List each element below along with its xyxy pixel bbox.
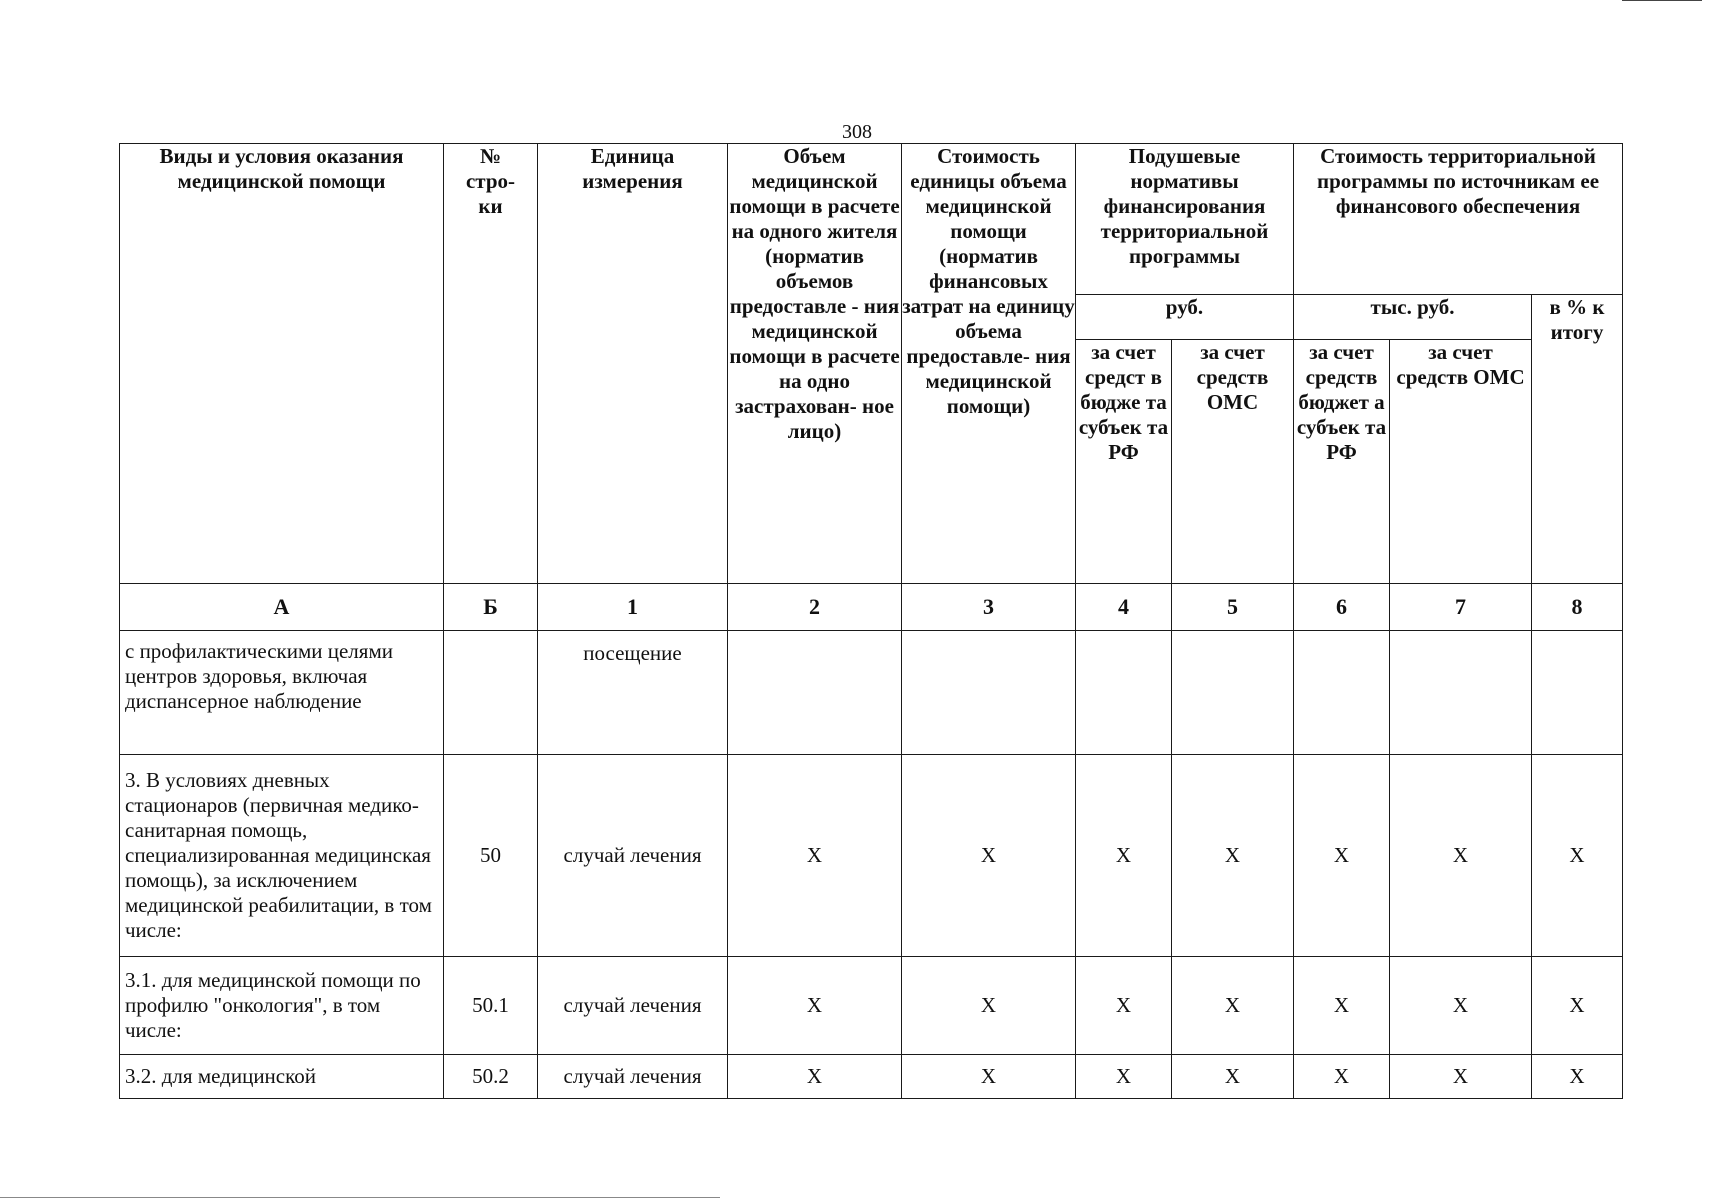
row-value: X: [1390, 1055, 1532, 1099]
header-program-cost: Стоимость территориальной программы по источникам ее финансового обеспечения: [1294, 144, 1623, 295]
index-cell: Б: [444, 584, 538, 631]
row-line-number: 50.2: [444, 1055, 538, 1099]
row-value: [1532, 631, 1623, 755]
row-value: [1076, 631, 1172, 755]
header-line-number-3: ки: [478, 194, 503, 218]
row-unit: посещение: [538, 631, 728, 755]
index-cell: 7: [1390, 584, 1532, 631]
header-per-capita-norms: Подушевые нормативы финансирования территориальной программы: [1076, 144, 1294, 295]
row-value: X: [1532, 957, 1623, 1055]
row-unit: случай лечения: [538, 957, 728, 1055]
header-line-number-2: стро-: [465, 169, 516, 193]
row-value: X: [902, 755, 1076, 957]
row-value: X: [1390, 755, 1532, 957]
row-value: X: [728, 755, 902, 957]
table-row: [120, 1055, 1623, 1099]
row-line-number: 50: [444, 755, 538, 957]
row-value: X: [1076, 957, 1172, 1055]
row-value: X: [728, 957, 902, 1055]
row-value: X: [1390, 957, 1532, 1055]
index-cell: 3: [902, 584, 1076, 631]
header-thousand-rub: тыс. руб.: [1294, 295, 1532, 340]
bottom-edge-rule: [0, 1197, 720, 1198]
row-label: 3.1. для медицинской помощи по профилю "онкология", в том числе:: [120, 957, 444, 1055]
row-line-number: [444, 631, 538, 755]
column-index-row: [120, 584, 1623, 631]
row-value: X: [1076, 1055, 1172, 1099]
row-value: [1294, 631, 1390, 755]
header-line-number: [444, 144, 538, 584]
index-cell: А: [120, 584, 444, 631]
index-cell: 2: [728, 584, 902, 631]
row-label: 3. В условиях дневных стационаров (первичная медико-санитарная помощь, специализированная медицинская помощь), за исключением медицинской реабилитации, в том числе:: [120, 755, 444, 957]
row-value: X: [1294, 957, 1390, 1055]
row-value: X: [1076, 755, 1172, 957]
financing-table: [119, 143, 1623, 1099]
index-cell: 4: [1076, 584, 1172, 631]
index-cell: 5: [1172, 584, 1294, 631]
row-unit: случай лечения: [538, 1055, 728, 1099]
table-row: [120, 755, 1623, 957]
row-value: [1390, 631, 1532, 755]
row-value: X: [902, 1055, 1076, 1099]
top-edge-rule: [1622, 0, 1702, 1]
row-label: 3.2. для медицинской: [120, 1055, 444, 1099]
row-value: X: [1532, 1055, 1623, 1099]
header-thousand-oms: за счет средств ОМС: [1390, 340, 1532, 584]
row-unit: случай лечения: [538, 755, 728, 957]
header-rub: руб.: [1076, 295, 1294, 340]
header-care-type: Виды и условия оказания медицинской помощи: [120, 144, 444, 584]
row-value: X: [728, 1055, 902, 1099]
row-value: X: [1172, 957, 1294, 1055]
row-value: X: [1172, 1055, 1294, 1099]
header-thousand-budget: за счет средств бюджет а субъек та РФ: [1294, 340, 1390, 584]
index-cell: 6: [1294, 584, 1390, 631]
header-rub-budget: за счет средст в бюдже та субъек та РФ: [1076, 340, 1172, 584]
row-value: X: [1172, 755, 1294, 957]
row-value: [728, 631, 902, 755]
header-rub-oms: за счет средств ОМС: [1172, 340, 1294, 584]
row-value: X: [902, 957, 1076, 1055]
header-line-number-1: №: [479, 144, 502, 168]
row-value: X: [1294, 1055, 1390, 1099]
row-value: [1172, 631, 1294, 755]
row-label: с профилактическими целями центров здоровья, включая диспансерное наблюдение: [120, 631, 444, 755]
index-cell: 8: [1532, 584, 1623, 631]
header-unit-cost: Стоимость единицы объема медицинской помощи (норматив финансовых затрат на единицу объема предоставле- ния медицинской помощи): [902, 144, 1076, 584]
row-value: [902, 631, 1076, 755]
header-unit: Единица измерения: [538, 144, 728, 584]
header-percent-total: в % к итогу: [1532, 295, 1623, 584]
table-row: [120, 631, 1623, 755]
page-number: 308: [842, 121, 872, 143]
row-line-number: 50.1: [444, 957, 538, 1055]
header-volume: Объем медицинской помощи в расчете на одного жителя (норматив объемов предоставле - ния медицинской помощи в расчете на одно застрахован- ное лицо): [728, 144, 902, 584]
index-cell: 1: [538, 584, 728, 631]
table-row: [120, 957, 1623, 1055]
row-value: X: [1532, 755, 1623, 957]
row-value: X: [1294, 755, 1390, 957]
